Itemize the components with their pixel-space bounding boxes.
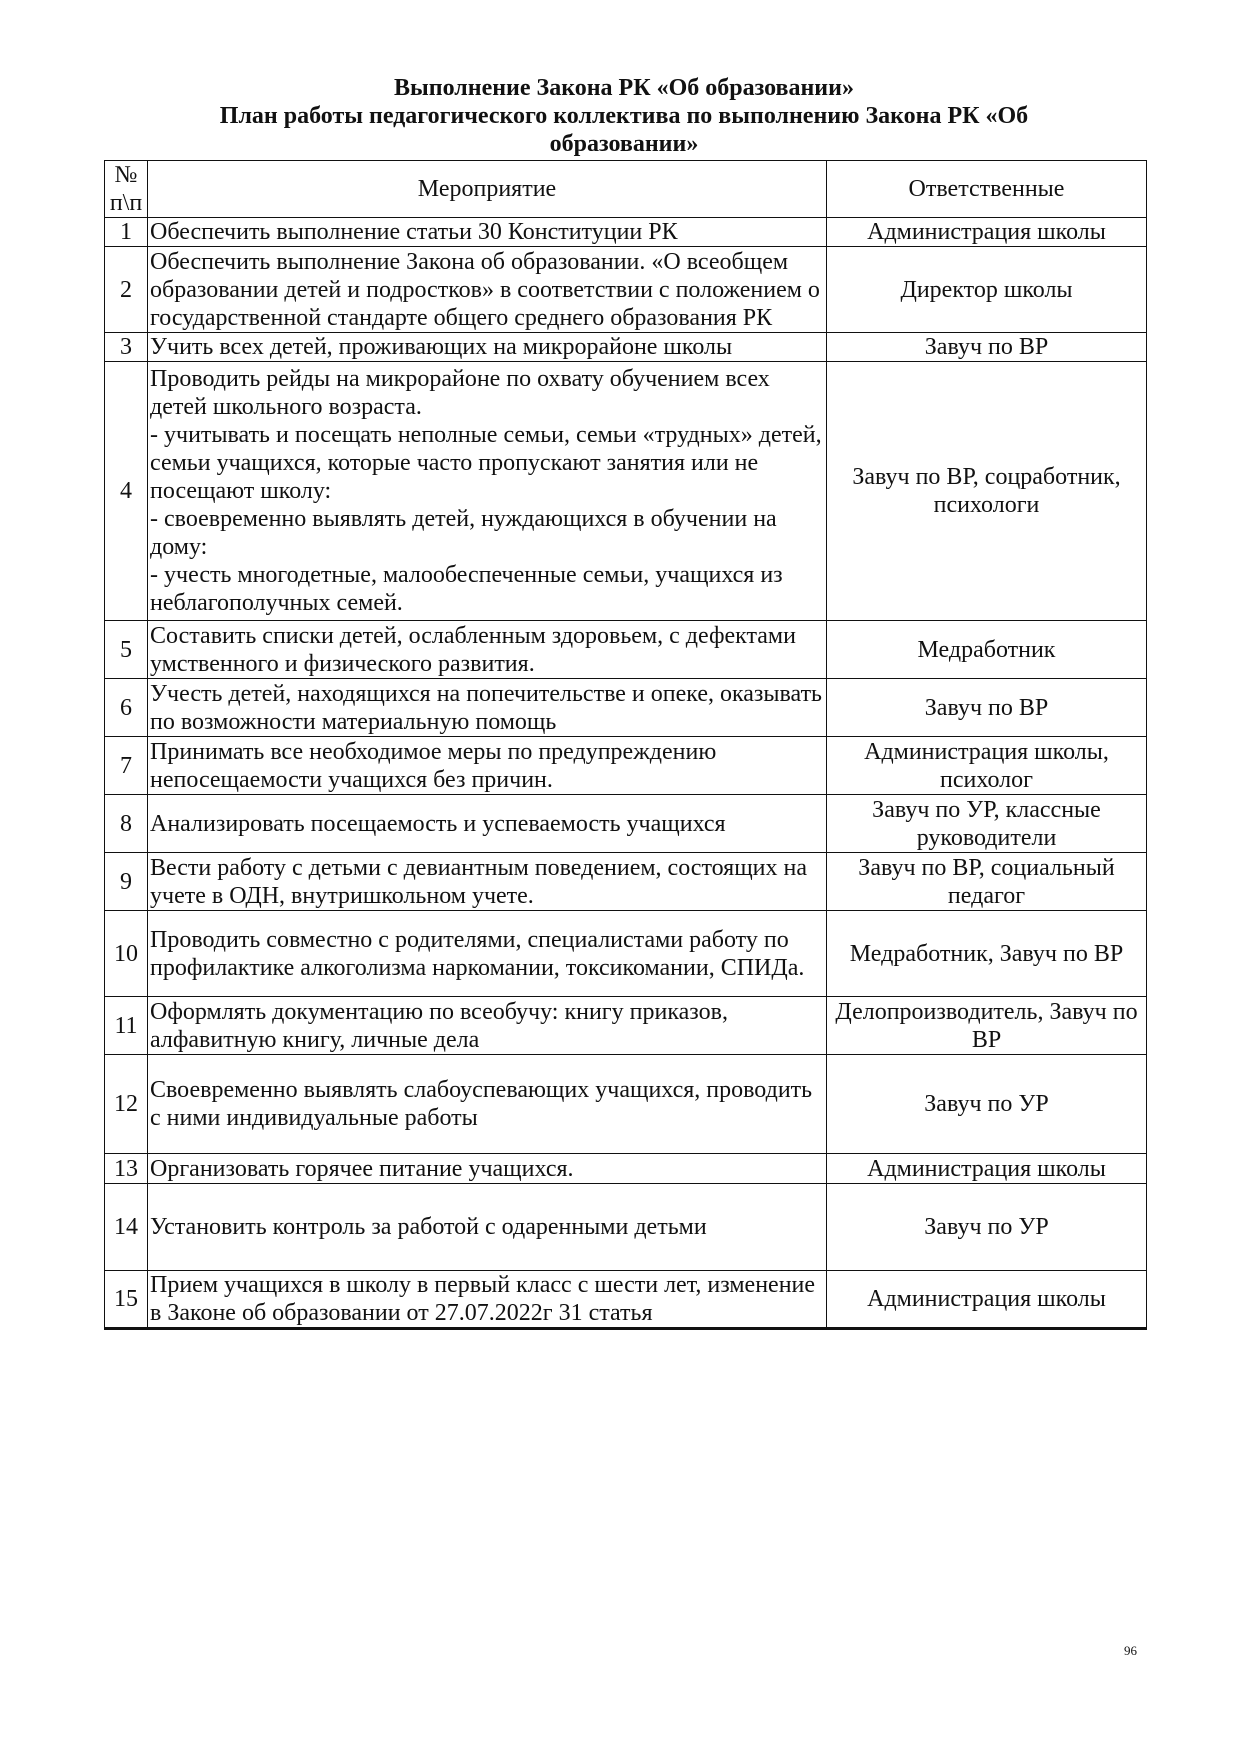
row-responsible: Делопроизводитель, Завуч по ВР xyxy=(827,997,1147,1055)
row-num: 12 xyxy=(105,1055,148,1154)
row-num: 6 xyxy=(105,679,148,737)
row-event: Организовать горячее питание учащихся. xyxy=(148,1154,827,1184)
table-row xyxy=(105,1184,1147,1271)
title-block xyxy=(104,74,1144,158)
title-line-2: План работы педагогического коллектива по выполнению Закона РК «Об xyxy=(219,103,1029,129)
row-event: Проводить совместно с родителями, специалистами работу по профилактике алкоголизма наркомании, токсикомании, СПИДа. xyxy=(148,911,827,997)
row-responsible: Завуч по УР xyxy=(827,1184,1147,1271)
row-responsible: Администрация школы xyxy=(827,1271,1147,1329)
row-num: 8 xyxy=(105,795,148,853)
row-responsible: Администрация школы xyxy=(827,1154,1147,1184)
row-num: 5 xyxy=(105,621,148,679)
table-header-row xyxy=(105,161,1147,218)
row-responsible: Директор школы xyxy=(827,247,1147,333)
row-event: Учесть детей, находящихся на попечительстве и опеке, оказывать по возможности материальную помощь xyxy=(148,679,827,737)
row-num: 15 xyxy=(105,1271,148,1329)
row-responsible: Администрация школы, психолог xyxy=(827,737,1147,795)
row-responsible: Завуч по УР xyxy=(827,1055,1147,1154)
row-responsible: Администрация школы xyxy=(827,218,1147,247)
table-row xyxy=(105,679,1147,737)
row-event: Прием учащихся в школу в первый класс с шести лет, изменение в Законе об образовании от 27.07.2022г 31 статья xyxy=(148,1271,827,1329)
row-num: 10 xyxy=(105,911,148,997)
row-event: Оформлять документацию по всеобучу: книгу приказов, алфавитную книгу, личные дела xyxy=(148,997,827,1055)
table-row xyxy=(105,853,1147,911)
table-row xyxy=(105,1055,1147,1154)
row-event: Принимать все необходимое меры по предупреждению непосещаемости учащихся без причин. xyxy=(148,737,827,795)
table-row xyxy=(105,247,1147,333)
row-num: 4 xyxy=(105,362,148,621)
row-num: 3 xyxy=(105,333,148,362)
table-row xyxy=(105,737,1147,795)
row-event: Учить всех детей, проживающих на микрорайоне школы xyxy=(148,333,827,362)
row-responsible: Завуч по ВР, соцработник, психологи xyxy=(827,362,1147,621)
row-num: 2 xyxy=(105,247,148,333)
header-num: № п\п xyxy=(105,161,148,218)
row-num: 7 xyxy=(105,737,148,795)
row-num: 14 xyxy=(105,1184,148,1271)
row-responsible: Завуч по УР, классные руководители xyxy=(827,795,1147,853)
title-line-3: образовании» xyxy=(549,131,699,157)
row-responsible: Медработник, Завуч по ВР xyxy=(827,911,1147,997)
row-responsible: Медработник xyxy=(827,621,1147,679)
table-row xyxy=(105,1271,1147,1329)
row-responsible: Завуч по ВР, социальный педагог xyxy=(827,853,1147,911)
row-event: Вести работу с детьми с девиантным поведением, состоящих на учете в ОДН, внутришкольном учете. xyxy=(148,853,827,911)
row-num: 9 xyxy=(105,853,148,911)
row-responsible: Завуч по ВР xyxy=(827,333,1147,362)
row-event: Установить контроль за работой с одаренными детьми xyxy=(148,1184,827,1271)
row-event: Анализировать посещаемость и успеваемость учащихся xyxy=(148,795,827,853)
table-row xyxy=(105,1154,1147,1184)
plan-table xyxy=(104,160,1147,1330)
row-event: Своевременно выявлять слабоуспевающих учащихся, проводить с ними индивидуальные работы xyxy=(148,1055,827,1154)
row-num: 13 xyxy=(105,1154,148,1184)
row-event: Обеспечить выполнение статьи 30 Конституции РК xyxy=(148,218,827,247)
row-num: 11 xyxy=(105,997,148,1055)
table-row xyxy=(105,362,1147,621)
table-row xyxy=(105,795,1147,853)
row-event: Проводить рейды на микрорайоне по охвату обучением всех детей школьного возраста. - учитывать и посещать неполные семьи, семьи «трудных» детей, семьи учащихся, которые часто пропускают занятия или не посещают школу: - своевременно выявлять детей, нуждающихся в обучении на дому: - учесть многодетные, малообеспеченные семьи, учащихся из неблагополучных семей. xyxy=(148,362,827,621)
header-responsible: Ответственные xyxy=(827,161,1147,218)
row-num: 1 xyxy=(105,218,148,247)
title-line-1: Выполнение Закона РК «Об образовании» xyxy=(394,75,854,101)
table-row xyxy=(105,911,1147,997)
header-event: Мероприятие xyxy=(148,161,827,218)
page-number: 96 xyxy=(1124,1643,1137,1658)
row-responsible: Завуч по ВР xyxy=(827,679,1147,737)
table-row xyxy=(105,621,1147,679)
table-row xyxy=(105,997,1147,1055)
row-event: Составить списки детей, ослабленным здоровьем, с дефектами умственного и физического развития. xyxy=(148,621,827,679)
table-row xyxy=(105,218,1147,247)
row-event: Обеспечить выполнение Закона об образовании. «О всеобщем образовании детей и подростков» в соответствии с положением о государственной стандарте общего среднего образования РК xyxy=(148,247,827,333)
table-row xyxy=(105,333,1147,362)
